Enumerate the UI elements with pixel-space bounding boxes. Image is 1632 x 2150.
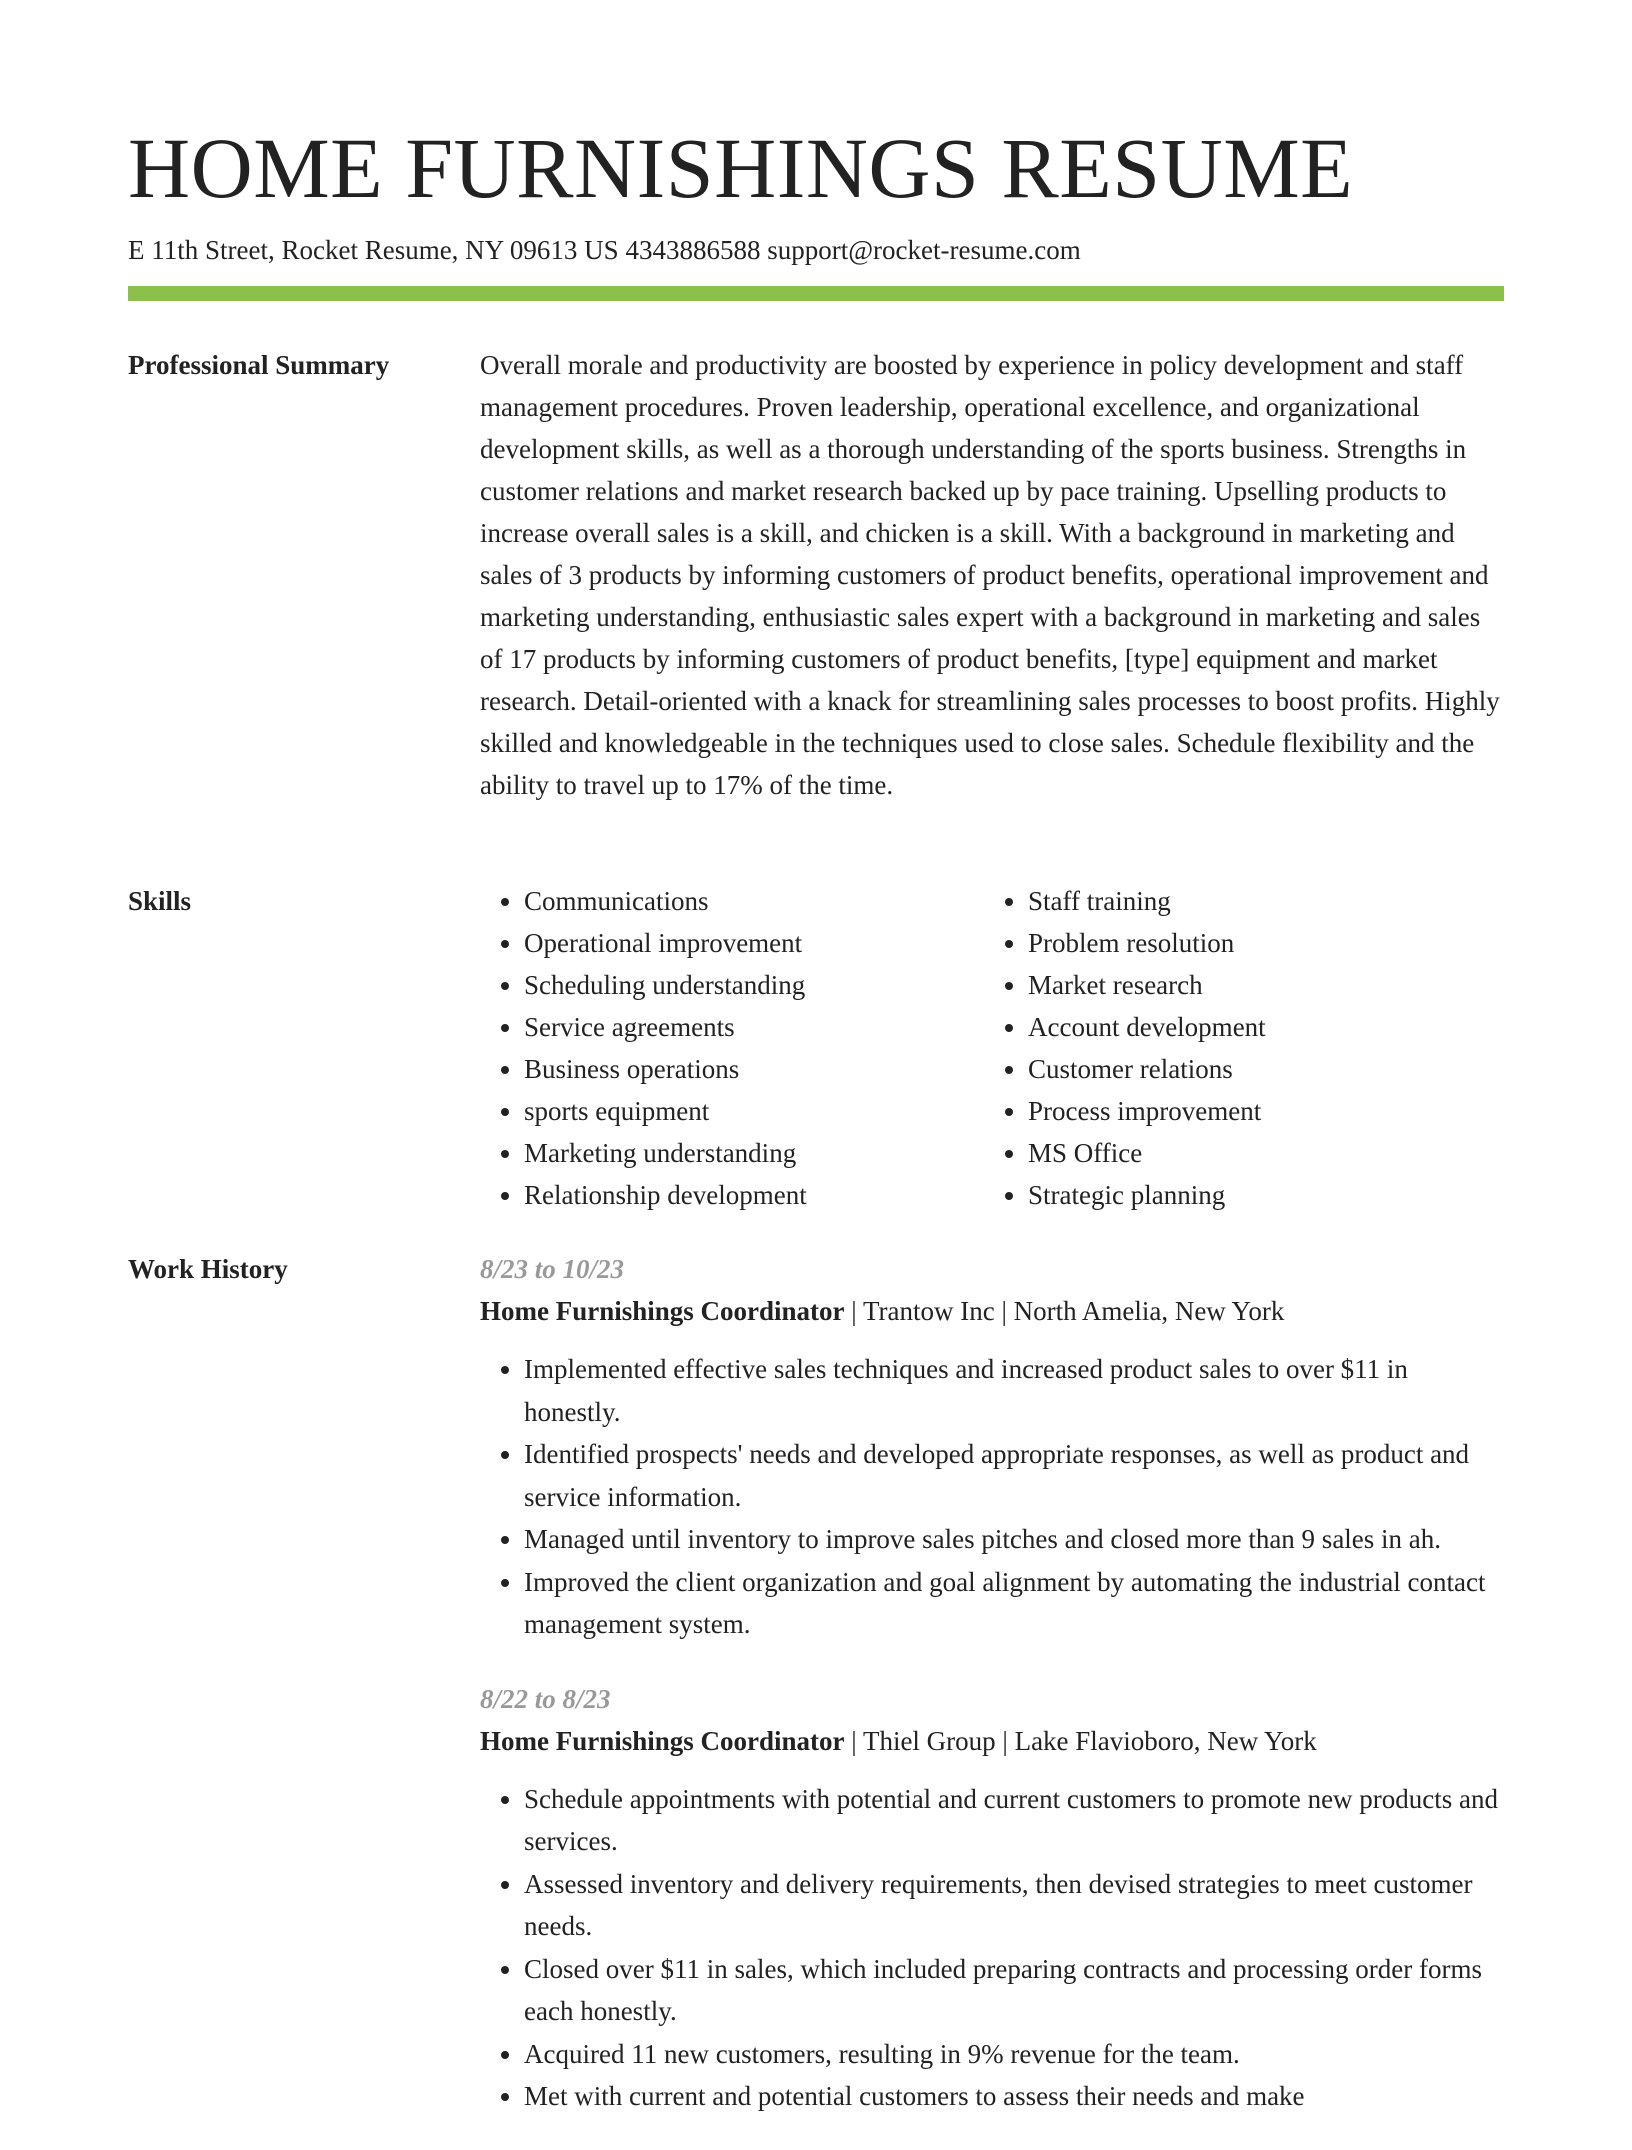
job-company-location: | Thiel Group | Lake Flavioboro, New York	[844, 1725, 1317, 1756]
job-bullets	[480, 1778, 1504, 2118]
job-entry	[480, 1678, 1504, 2118]
job-title: Home Furnishings Coordinator	[480, 1725, 845, 1756]
job-dates: 8/23 to 10/23	[480, 1254, 625, 1284]
summary-heading: Professional Summary	[128, 350, 390, 380]
job-bullet: • Improved the client organization and goal alignment by automating the industrial contact management system.	[524, 1561, 1504, 1646]
job-bullet: • Acquired 11 new customers, resulting in 9% revenue for the team.	[524, 2033, 1504, 2076]
job-heading	[480, 1720, 1504, 1762]
work-history-heading: Work History	[128, 1254, 288, 1284]
skills-list-right	[984, 880, 1488, 1216]
skill-item: • Operational improvement	[524, 922, 984, 964]
skill-item: • sports equipment	[524, 1090, 984, 1132]
skill-item: • Account development	[1028, 1006, 1488, 1048]
skill-item: • Service agreements	[524, 1006, 984, 1048]
job-bullet: • Closed over $11 in sales, which included preparing contracts and processing order forms each honestly.	[524, 1948, 1504, 2033]
job-bullet: • Managed until inventory to improve sales pitches and closed more than 9 sales in ah.	[524, 1518, 1504, 1561]
skill-item: • Process improvement	[1028, 1090, 1488, 1132]
skill-item: • Customer relations	[1028, 1048, 1488, 1090]
skill-item: • Problem resolution	[1028, 922, 1488, 964]
summary-text: Overall morale and productivity are boosted by experience in policy development and staff management procedures. Proven leadership, operational excellence, and organizational development skills, as well as a thorough understanding of the sports business. Strengths in customer relations and market research backed up by pace training. Upselling products to increase overall sales is a skill, and chicken is a skill. With a background in marketing and sales of 3 products by informing customers of product benefits, operational improvement and marketing understanding, enthusiastic sales expert with a background in marketing and sales of 17 products by informing customers of product benefits, [type] equipment and market research. Detail-oriented with a knack for streamlining sales processes to boost profits. Highly skilled and knowledgeable in the techniques used to close sales. Schedule flexibility and the ability to travel up to 17% of the time.	[480, 350, 1500, 800]
job-bullet: • Met with current and potential customers to assess their needs and make	[524, 2075, 1504, 2118]
job-bullet: • Schedule appointments with potential and current customers to promote new products and services.	[524, 1778, 1504, 1863]
job-company-location: | Trantow Inc | North Amelia, New York	[844, 1296, 1285, 1326]
job-bullet: • Assessed inventory and delivery requirements, then devised strategies to meet customer needs.	[524, 1863, 1504, 1948]
skills-list-left	[480, 880, 984, 1216]
skill-item: • Communications	[524, 880, 984, 922]
resume-header	[128, 118, 1504, 268]
skill-item: • Strategic planning	[1028, 1174, 1488, 1216]
skill-item: • Staff training	[1028, 880, 1488, 922]
contact-line: E 11th Street, Rocket Resume, NY 09613 US 4343886588 support@rocket-resume.com	[128, 235, 1081, 265]
job-bullet: • Implemented effective sales techniques and increased product sales to over $11 in honestly.	[524, 1348, 1504, 1433]
job-bullets	[480, 1348, 1504, 1646]
job-dates: 8/22 to 8/23	[480, 1683, 611, 1714]
job-bullet: • Identified prospects' needs and developed appropriate responses, as well as product and service information.	[524, 1433, 1504, 1518]
skill-item: • Scheduling understanding	[524, 964, 984, 1006]
accent-divider	[128, 286, 1504, 301]
resume-title: HOME FURNISHINGS RESUME	[128, 120, 1354, 216]
skill-item: • MS Office	[1028, 1132, 1488, 1174]
skill-item: • Relationship development	[524, 1174, 984, 1216]
skill-item: • Business operations	[524, 1048, 984, 1090]
skills-heading: Skills	[128, 886, 192, 916]
skill-item: • Market research	[1028, 964, 1488, 1006]
job-entry	[480, 1248, 1504, 1646]
job-title: Home Furnishings Coordinator	[480, 1296, 845, 1326]
job-heading	[480, 1290, 1504, 1332]
skill-item: • Marketing understanding	[524, 1132, 984, 1174]
